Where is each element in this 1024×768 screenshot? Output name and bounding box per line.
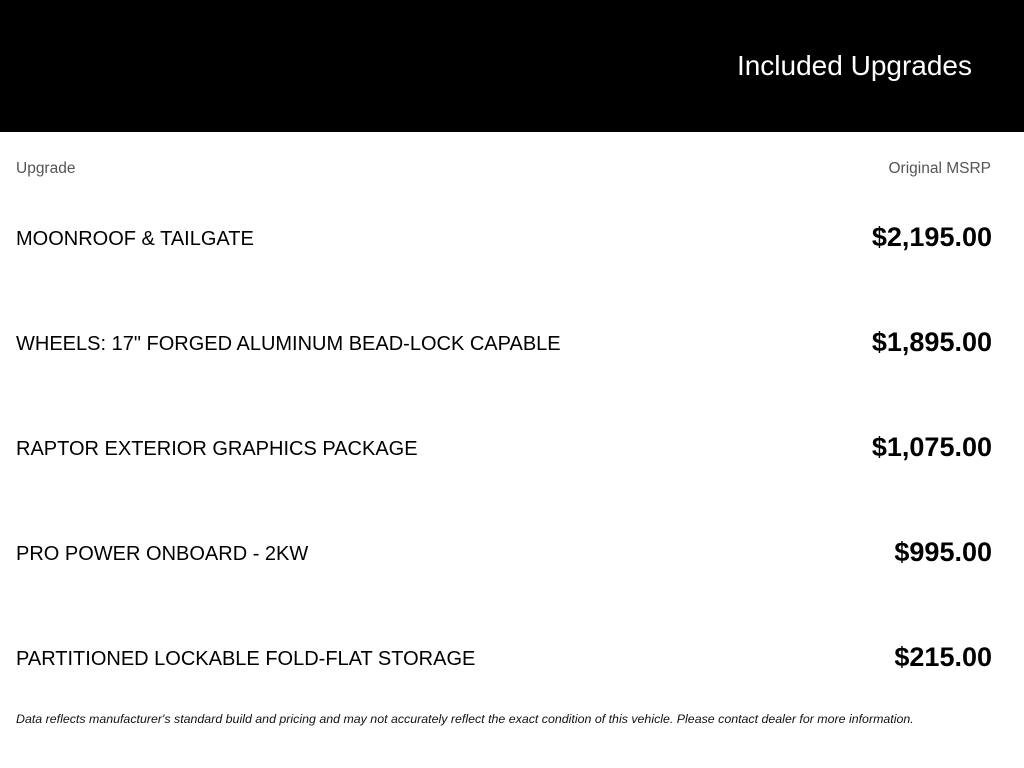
column-header-upgrade: Upgrade xyxy=(16,160,76,177)
upgrade-row xyxy=(16,605,992,710)
upgrade-price: $1,895.00 xyxy=(871,327,992,357)
upgrade-name: WHEELS: 17" FORGED ALUMINUM BEAD-LOCK CAPABLE xyxy=(16,333,561,355)
upgrade-row xyxy=(16,395,992,500)
disclaimer-text: Data reflects manufacturer's standard build and pricing and may not accurately reflect the exact condition of this vehicle. Please contact dealer for more information. xyxy=(16,712,914,726)
column-headers xyxy=(16,160,991,180)
upgrade-price: $995.00 xyxy=(894,537,992,567)
upgrade-price: $2,195.00 xyxy=(871,222,992,252)
upgrade-name: MOONROOF & TAILGATE xyxy=(16,228,254,250)
upgrade-row xyxy=(16,500,992,605)
page-title: Included Upgrades xyxy=(736,50,972,81)
upgrade-name: PRO POWER ONBOARD - 2KW xyxy=(16,543,309,565)
upgrade-name: RAPTOR EXTERIOR GRAPHICS PACKAGE xyxy=(16,438,418,460)
upgrade-row xyxy=(16,290,992,395)
upgrade-row xyxy=(16,185,992,290)
upgrades-list xyxy=(16,185,992,710)
header-banner xyxy=(0,0,1024,132)
upgrade-price: $1,075.00 xyxy=(871,432,992,462)
upgrade-name: PARTITIONED LOCKABLE FOLD-FLAT STORAGE xyxy=(16,648,476,670)
upgrade-price: $215.00 xyxy=(894,642,992,672)
column-header-msrp: Original MSRP xyxy=(888,160,991,177)
